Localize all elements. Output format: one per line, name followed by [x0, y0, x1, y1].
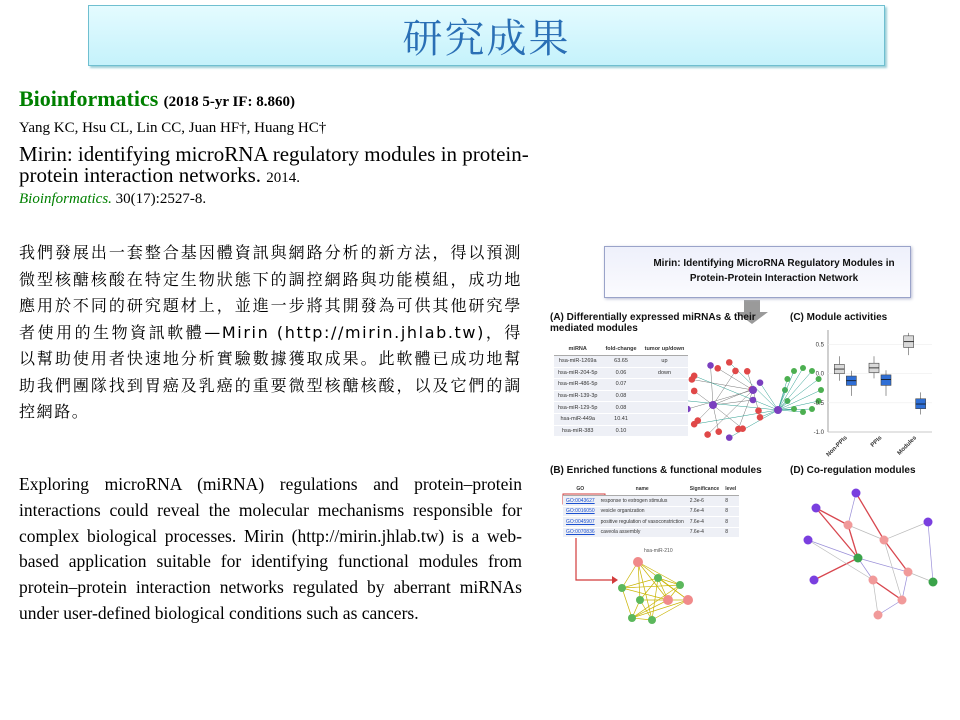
coreg-node: [844, 521, 853, 530]
coreg-node: [852, 489, 861, 498]
panel-a-label: (A) Differentially expressed miRNAs & their mediated modules: [550, 312, 756, 334]
mirna-table-cell: [641, 402, 689, 414]
journal-line: [19, 86, 295, 112]
mirna-table-cell: 63.65: [601, 356, 640, 368]
functional-node: [633, 557, 643, 567]
module-node: [732, 368, 739, 375]
go-table-header: GO: [563, 483, 598, 496]
go-table-row: [563, 496, 739, 507]
module-node: [757, 379, 764, 386]
go-table-header: level: [722, 483, 739, 496]
module-node: [744, 368, 751, 375]
mirna-table-row: [554, 356, 688, 368]
coreg-node: [812, 504, 821, 513]
y-tick-label: -1.0: [813, 430, 824, 436]
go-table-cell: 8: [722, 527, 739, 538]
x-tick-label: PPIs: [869, 435, 884, 449]
mirna-table-row: [554, 425, 688, 437]
coreg-edge: [848, 525, 884, 540]
paper-title: Mirin: identifying microRNA regulatory modules in protein-protein interaction networks.: [19, 142, 529, 187]
module-node: [735, 426, 742, 433]
module-node: [757, 414, 764, 421]
module-node: [755, 407, 762, 414]
module-node: [707, 362, 714, 369]
arrow-head-icon: [612, 576, 618, 584]
coreg-node: [904, 568, 913, 577]
go-id-link: GO:0016050: [563, 506, 598, 517]
mirna-hub-node: [749, 386, 757, 394]
coreg-edge: [884, 522, 928, 540]
module-node: [800, 409, 806, 415]
module-activity-chart: [814, 330, 932, 458]
go-table-header: Significance: [687, 483, 722, 496]
mirna-table-header: miRNA: [554, 342, 601, 356]
panel-c-label: (C) Module activities: [790, 312, 888, 323]
mirna-table-cell: 10.41: [601, 413, 640, 425]
mirna-table-row: [554, 367, 688, 379]
coreg-node: [924, 518, 933, 527]
go-table-cell: 8: [722, 517, 739, 528]
mirna-table-cell: [641, 413, 689, 425]
coreg-edge: [848, 493, 856, 525]
coreg-node: [804, 536, 813, 545]
coreg-node: [898, 596, 907, 605]
module-node: [691, 373, 698, 380]
coreg-edge: [873, 580, 878, 615]
module-node: [791, 406, 797, 412]
module-node: [791, 368, 797, 374]
paper-year: 2014.: [266, 170, 301, 186]
functional-node: [676, 581, 684, 589]
mirna-table-row: [554, 413, 688, 425]
coreg-edge: [816, 508, 848, 525]
module-node: [704, 431, 711, 438]
functional-edge: [622, 588, 632, 618]
mirna-table-cell: [641, 379, 689, 391]
figure-graphics: [548, 240, 948, 638]
coreg-edge: [856, 493, 884, 540]
y-tick-label: 0.5: [815, 342, 824, 349]
coreg-edge: [858, 558, 908, 572]
slide-title: 研究成果: [402, 16, 571, 62]
panel-d-label: (D) Co-regulation modules: [790, 465, 916, 476]
go-table-cell: 8: [722, 506, 739, 517]
mirna-hub-node: [774, 406, 782, 414]
coreg-edge: [884, 540, 902, 600]
coreg-edge: [873, 580, 902, 600]
module-edge: [679, 400, 778, 410]
module-node: [726, 434, 733, 441]
functional-node: [683, 595, 693, 605]
go-table-header: name: [598, 483, 687, 496]
citation: [19, 191, 206, 208]
mirna-table-cell: 0.06: [601, 367, 640, 379]
authors: Yang KC, Hsu CL, Lin CC, Juan HF†, Huang HC†: [19, 120, 327, 136]
module-edge: [694, 376, 778, 410]
go-table-cell: response to estrogen stimulus: [598, 496, 687, 507]
coreg-edge: [814, 558, 858, 580]
coreg-node: [880, 536, 889, 545]
go-table-cell: 7.6e-4: [687, 517, 722, 528]
mirna-table-cell: down: [641, 367, 689, 379]
module-node: [726, 359, 733, 366]
go-id-link: GO:0070836: [563, 527, 598, 538]
go-id-link: GO:0043627: [563, 496, 598, 507]
slide-title-box: [88, 5, 885, 66]
mirna-table-row: [554, 390, 688, 402]
mirna-table-header: fold-change: [601, 342, 640, 356]
mirna-table-row: [554, 402, 688, 414]
journal-name: Bioinformatics: [19, 86, 159, 111]
module-node: [809, 368, 815, 374]
y-tick-label: 0.0: [815, 371, 824, 378]
y-tick-label: -0.5: [813, 400, 824, 407]
mirna-table-cell: hsa-miR-129-5p: [554, 402, 601, 414]
module-network-label: hsa-miR-210: [644, 548, 673, 554]
go-table-cell: vesicle organization: [598, 506, 687, 517]
citation-journal: Bioinformatics.: [19, 191, 112, 207]
mirna-table: [554, 342, 688, 437]
box-mark: [881, 375, 891, 385]
module-node: [715, 428, 722, 435]
functional-node: [648, 616, 656, 624]
mirna-table-cell: up: [641, 356, 689, 368]
mirna-table-cell: 0.08: [601, 402, 640, 414]
mirna-table-cell: 0.10: [601, 425, 640, 437]
module-edge: [692, 379, 753, 390]
mirna-table-cell: hsa-miR-139-3p: [554, 390, 601, 402]
functional-node: [654, 574, 662, 582]
coreg-node: [810, 576, 819, 585]
coreg-edge: [884, 540, 908, 572]
mirna-table-header: tumor up/down: [641, 342, 689, 356]
module-node: [800, 365, 806, 371]
module-node: [714, 365, 721, 372]
x-tick-label: Non-PPIs: [825, 435, 849, 459]
journal-impact-factor: (2018 5-yr IF: 8.860): [163, 94, 295, 110]
go-id-link: GO:0045907: [563, 517, 598, 528]
coreg-edge: [928, 522, 933, 582]
paper-title-block: [19, 144, 534, 189]
functional-node: [636, 596, 644, 604]
mirna-table-cell: [641, 425, 689, 437]
module-edge: [778, 368, 803, 410]
module-edge: [760, 383, 778, 410]
functional-node: [628, 614, 636, 622]
mirna-hub-node: [709, 401, 717, 409]
module-edge: [711, 365, 713, 405]
module-edge: [738, 390, 753, 429]
coreg-node: [929, 578, 938, 587]
module-node: [750, 397, 757, 404]
module-node: [809, 406, 815, 412]
x-tick-label: Modules: [896, 435, 919, 457]
module-node: [691, 388, 698, 395]
module-node: [818, 387, 824, 393]
coreg-node: [874, 611, 883, 620]
coreg-edge: [808, 540, 873, 580]
citation-detail: 30(17):2527-8.: [115, 191, 207, 207]
go-table-cell: caveola assembly: [598, 527, 687, 538]
mirna-table-cell: 0.08: [601, 390, 640, 402]
mirna-table-row: [554, 379, 688, 391]
go-table-cell: 7.6e-4: [687, 506, 722, 517]
chinese-paragraph: 我們發展出一套整合基因體資訊與網路分析的新方法，得以預測微型核醣核酸在特定生物狀態下的調控網路與功能模組，成功地應用於不同的研究題材上，並進一步將其開發為可供其他研究學者使用的生物資訊軟體—Mirin (http://mirin.jhlab.tw)，得以幫助使用者快速地分析實驗數據獲取成果。此軟體已成功地幫助我們團隊找到胃癌及乳癌的重要微型核醣核酸，以及它們的調控網路。: [19, 243, 522, 421]
go-table: [563, 483, 739, 538]
mirna-table-cell: [641, 390, 689, 402]
functional-node: [618, 584, 626, 592]
mirna-table-cell: hsa-miR-1269a: [554, 356, 601, 368]
figure-banner-title: Mirin: Identifying MicroRNA Regulatory Modules in Protein-Protein Interaction Network: [653, 258, 895, 284]
coreg-node: [854, 554, 863, 563]
module-edge: [713, 371, 735, 405]
go-table-row: [563, 527, 739, 538]
module-node: [784, 376, 790, 382]
go-table-cell: positive regulation of vasoconstriction: [598, 517, 687, 528]
mirin-figure: [548, 240, 948, 638]
go-table-cell: 2.3e-6: [687, 496, 722, 507]
english-paragraph: Exploring microRNA (miRNA) regulations and protein–protein interactions could reveal the molecular mechanisms responsible for complex biological processes. Mirin (http://mirin.jhlab.tw) is a web-based application suitable for identifying functional modules from protein–protein interaction networks regulated by aberrant miRNAs under user-defined biological conditions such as cancers.: [19, 474, 522, 623]
coreg-node: [869, 576, 878, 585]
mirna-table-cell: hsa-miR-204-5p: [554, 367, 601, 379]
mirna-table-cell: hsa-miR-449a: [554, 413, 601, 425]
mirna-table-cell: hsa-miR-486-5p: [554, 379, 601, 391]
mirna-table-cell: 0.07: [601, 379, 640, 391]
functional-node: [663, 595, 673, 605]
go-table-row: [563, 506, 739, 517]
go-table-row: [563, 517, 739, 528]
module-node: [694, 417, 701, 424]
go-table-cell: 7.6e-4: [687, 527, 722, 538]
go-table-cell: 8: [722, 496, 739, 507]
panel-b-label: (B) Enriched functions & functional modules: [550, 465, 762, 476]
mirna-table-cell: hsa-miR-383: [554, 425, 601, 437]
